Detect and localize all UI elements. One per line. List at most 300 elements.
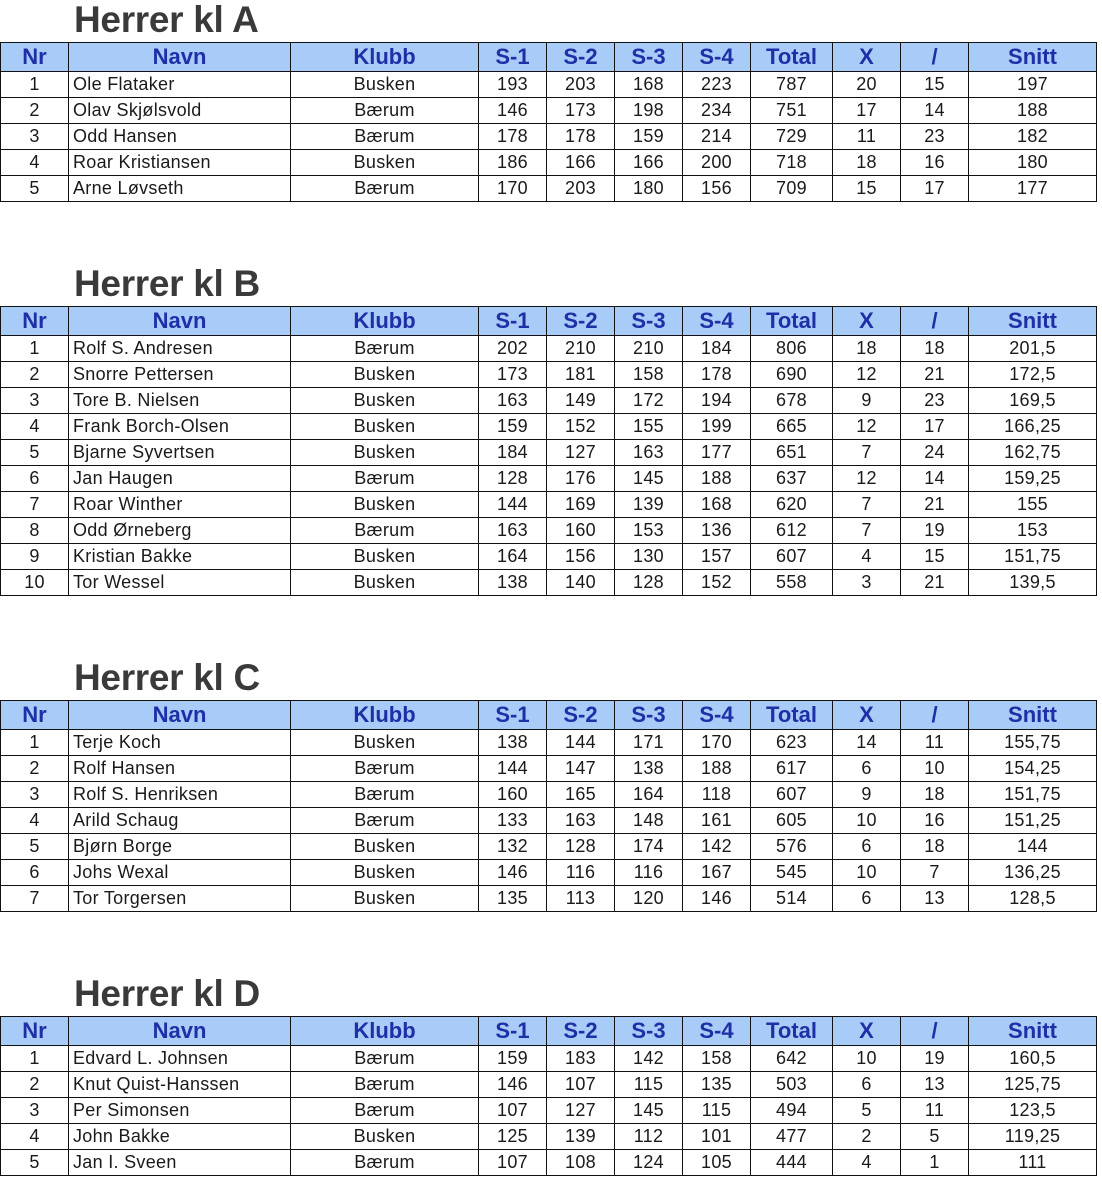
cell-s1: 163 (479, 388, 547, 414)
cell-nr: 2 (1, 756, 69, 782)
results-table (0, 700, 1097, 912)
cell-klubb: Busken (291, 72, 479, 98)
column-header-s2: S-2 (547, 701, 615, 730)
cell-nr: 8 (1, 518, 69, 544)
cell-s1: 107 (479, 1098, 547, 1124)
cell-navn: Kristian Bakke (69, 544, 291, 570)
column-header-s4: S-4 (683, 1017, 751, 1046)
cell-s4: 105 (683, 1150, 751, 1176)
cell-s2: 140 (547, 570, 615, 596)
cell-spare: 1 (901, 1150, 969, 1176)
cell-s3: 180 (615, 176, 683, 202)
column-header-s3: S-3 (615, 307, 683, 336)
table-row (1, 1046, 1097, 1072)
cell-navn: Frank Borch-Olsen (69, 414, 291, 440)
cell-s4: 194 (683, 388, 751, 414)
cell-navn: Per Simonsen (69, 1098, 291, 1124)
cell-s2: 166 (547, 150, 615, 176)
cell-s1: 144 (479, 756, 547, 782)
cell-nr: 5 (1, 1150, 69, 1176)
cell-x: 7 (833, 518, 901, 544)
cell-s4: 178 (683, 362, 751, 388)
cell-s4: 188 (683, 466, 751, 492)
cell-nr: 3 (1, 782, 69, 808)
cell-s2: 127 (547, 440, 615, 466)
cell-x: 15 (833, 176, 901, 202)
cell-spare: 14 (901, 98, 969, 124)
cell-x: 9 (833, 782, 901, 808)
cell-s4: 135 (683, 1072, 751, 1098)
table-row (1, 782, 1097, 808)
cell-s1: 138 (479, 570, 547, 596)
cell-snitt: 123,5 (969, 1098, 1097, 1124)
cell-s4: 223 (683, 72, 751, 98)
cell-spare: 18 (901, 782, 969, 808)
cell-klubb: Busken (291, 492, 479, 518)
cell-s2: 163 (547, 808, 615, 834)
cell-klubb: Busken (291, 414, 479, 440)
cell-nr: 4 (1, 808, 69, 834)
cell-snitt: 160,5 (969, 1046, 1097, 1072)
cell-snitt: 153 (969, 518, 1097, 544)
column-header-s4: S-4 (683, 701, 751, 730)
cell-spare: 11 (901, 1098, 969, 1124)
table-row (1, 176, 1097, 202)
cell-x: 11 (833, 124, 901, 150)
cell-total: 607 (751, 544, 833, 570)
cell-total: 690 (751, 362, 833, 388)
column-header-snitt: Snitt (969, 1017, 1097, 1046)
cell-navn: Snorre Pettersen (69, 362, 291, 388)
cell-navn: Tore B. Nielsen (69, 388, 291, 414)
cell-nr: 4 (1, 1124, 69, 1150)
table-row (1, 124, 1097, 150)
column-header-s3: S-3 (615, 43, 683, 72)
cell-total: 665 (751, 414, 833, 440)
results-table (0, 306, 1097, 596)
cell-spare: 16 (901, 808, 969, 834)
cell-snitt: 172,5 (969, 362, 1097, 388)
cell-total: 444 (751, 1150, 833, 1176)
table-row (1, 466, 1097, 492)
cell-s2: 108 (547, 1150, 615, 1176)
cell-total: 729 (751, 124, 833, 150)
cell-spare: 21 (901, 362, 969, 388)
cell-nr: 1 (1, 336, 69, 362)
cell-s4: 136 (683, 518, 751, 544)
table-row (1, 492, 1097, 518)
cell-x: 5 (833, 1098, 901, 1124)
cell-s3: 159 (615, 124, 683, 150)
cell-x: 20 (833, 72, 901, 98)
table-row (1, 414, 1097, 440)
column-header-total: Total (751, 701, 833, 730)
column-header-klubb: Klubb (291, 701, 479, 730)
cell-s3: 130 (615, 544, 683, 570)
table-row (1, 336, 1097, 362)
cell-s1: 178 (479, 124, 547, 150)
cell-s1: 146 (479, 860, 547, 886)
cell-snitt: 177 (969, 176, 1097, 202)
header-row (1, 307, 1097, 336)
column-header-nr: Nr (1, 43, 69, 72)
column-header-snitt: Snitt (969, 701, 1097, 730)
cell-s2: 147 (547, 756, 615, 782)
cell-s4: 234 (683, 98, 751, 124)
cell-snitt: 166,25 (969, 414, 1097, 440)
column-header-klubb: Klubb (291, 307, 479, 336)
cell-klubb: Bærum (291, 1150, 479, 1176)
cell-snitt: 159,25 (969, 466, 1097, 492)
header-row (1, 1017, 1097, 1046)
cell-nr: 9 (1, 544, 69, 570)
cell-total: 751 (751, 98, 833, 124)
cell-nr: 2 (1, 98, 69, 124)
cell-snitt: 136,25 (969, 860, 1097, 886)
table-row (1, 544, 1097, 570)
cell-s1: 125 (479, 1124, 547, 1150)
cell-s3: 172 (615, 388, 683, 414)
cell-nr: 2 (1, 362, 69, 388)
column-header-s1: S-1 (479, 43, 547, 72)
cell-navn: Tor Wessel (69, 570, 291, 596)
column-header-total: Total (751, 307, 833, 336)
cell-navn: Rolf Hansen (69, 756, 291, 782)
cell-s3: 210 (615, 336, 683, 362)
cell-spare: 18 (901, 336, 969, 362)
cell-s3: 166 (615, 150, 683, 176)
cell-nr: 1 (1, 1046, 69, 1072)
cell-spare: 19 (901, 1046, 969, 1072)
cell-total: 545 (751, 860, 833, 886)
cell-s3: 198 (615, 98, 683, 124)
cell-klubb: Busken (291, 362, 479, 388)
cell-s4: 101 (683, 1124, 751, 1150)
cell-s1: 164 (479, 544, 547, 570)
column-header-klubb: Klubb (291, 1017, 479, 1046)
cell-klubb: Busken (291, 730, 479, 756)
cell-s2: 139 (547, 1124, 615, 1150)
cell-s1: 184 (479, 440, 547, 466)
table-row (1, 808, 1097, 834)
cell-navn: Arild Schaug (69, 808, 291, 834)
results-table (0, 42, 1097, 202)
cell-s1: 107 (479, 1150, 547, 1176)
cell-total: 503 (751, 1072, 833, 1098)
cell-s3: 116 (615, 860, 683, 886)
cell-x: 6 (833, 756, 901, 782)
table-row (1, 1124, 1097, 1150)
cell-x: 12 (833, 414, 901, 440)
column-header-navn: Navn (69, 43, 291, 72)
cell-total: 620 (751, 492, 833, 518)
cell-s2: 116 (547, 860, 615, 886)
cell-navn: Rolf S. Andresen (69, 336, 291, 362)
column-header-spare: / (901, 43, 969, 72)
cell-s2: 178 (547, 124, 615, 150)
cell-klubb: Bærum (291, 756, 479, 782)
column-header-navn: Navn (69, 701, 291, 730)
section-title: Herrer kl C (74, 657, 260, 698)
cell-s2: 144 (547, 730, 615, 756)
column-header-spare: / (901, 1017, 969, 1046)
column-header-total: Total (751, 1017, 833, 1046)
table-row (1, 860, 1097, 886)
cell-s2: 113 (547, 886, 615, 912)
cell-total: 642 (751, 1046, 833, 1072)
cell-klubb: Busken (291, 570, 479, 596)
cell-snitt: 125,75 (969, 1072, 1097, 1098)
cell-s1: 144 (479, 492, 547, 518)
cell-s3: 163 (615, 440, 683, 466)
cell-x: 2 (833, 1124, 901, 1150)
cell-snitt: 180 (969, 150, 1097, 176)
table-row (1, 834, 1097, 860)
cell-spare: 16 (901, 150, 969, 176)
cell-snitt: 201,5 (969, 336, 1097, 362)
section-title: Herrer kl D (74, 973, 260, 1014)
cell-snitt: 169,5 (969, 388, 1097, 414)
cell-s2: 128 (547, 834, 615, 860)
cell-x: 10 (833, 1046, 901, 1072)
cell-s3: 153 (615, 518, 683, 544)
cell-klubb: Busken (291, 860, 479, 886)
cell-s1: 138 (479, 730, 547, 756)
column-header-nr: Nr (1, 701, 69, 730)
cell-klubb: Bærum (291, 336, 479, 362)
column-header-x: X (833, 43, 901, 72)
cell-s4: 118 (683, 782, 751, 808)
table-row (1, 518, 1097, 544)
cell-navn: Johs Wexal (69, 860, 291, 886)
cell-spare: 13 (901, 886, 969, 912)
cell-s3: 164 (615, 782, 683, 808)
cell-spare: 23 (901, 124, 969, 150)
cell-x: 18 (833, 336, 901, 362)
cell-nr: 7 (1, 886, 69, 912)
cell-klubb: Busken (291, 150, 479, 176)
cell-s3: 145 (615, 1098, 683, 1124)
column-header-s2: S-2 (547, 307, 615, 336)
cell-s2: 203 (547, 72, 615, 98)
cell-snitt: 182 (969, 124, 1097, 150)
cell-s2: 173 (547, 98, 615, 124)
column-header-s4: S-4 (683, 43, 751, 72)
header-row (1, 43, 1097, 72)
cell-spare: 11 (901, 730, 969, 756)
cell-nr: 6 (1, 860, 69, 886)
cell-s4: 115 (683, 1098, 751, 1124)
cell-s3: 115 (615, 1072, 683, 1098)
table-row (1, 440, 1097, 466)
cell-total: 605 (751, 808, 833, 834)
cell-spare: 13 (901, 1072, 969, 1098)
cell-navn: Knut Quist-Hanssen (69, 1072, 291, 1098)
cell-x: 4 (833, 544, 901, 570)
cell-spare: 14 (901, 466, 969, 492)
cell-navn: Roar Kristiansen (69, 150, 291, 176)
cell-snitt: 188 (969, 98, 1097, 124)
cell-nr: 4 (1, 150, 69, 176)
cell-snitt: 154,25 (969, 756, 1097, 782)
column-header-snitt: Snitt (969, 43, 1097, 72)
cell-navn: Jan I. Sveen (69, 1150, 291, 1176)
cell-nr: 3 (1, 388, 69, 414)
column-header-nr: Nr (1, 1017, 69, 1046)
cell-klubb: Bærum (291, 98, 479, 124)
cell-s4: 199 (683, 414, 751, 440)
cell-total: 514 (751, 886, 833, 912)
cell-spare: 18 (901, 834, 969, 860)
cell-total: 637 (751, 466, 833, 492)
cell-s3: 142 (615, 1046, 683, 1072)
column-header-s4: S-4 (683, 307, 751, 336)
column-header-total: Total (751, 43, 833, 72)
cell-s1: 159 (479, 1046, 547, 1072)
cell-s2: 181 (547, 362, 615, 388)
column-header-s3: S-3 (615, 1017, 683, 1046)
table-row (1, 72, 1097, 98)
cell-x: 6 (833, 886, 901, 912)
cell-klubb: Bærum (291, 466, 479, 492)
cell-s1: 160 (479, 782, 547, 808)
cell-total: 576 (751, 834, 833, 860)
cell-s1: 170 (479, 176, 547, 202)
cell-navn: Ole Flataker (69, 72, 291, 98)
cell-s1: 193 (479, 72, 547, 98)
cell-s1: 173 (479, 362, 547, 388)
cell-klubb: Bærum (291, 808, 479, 834)
cell-navn: Arne Løvseth (69, 176, 291, 202)
cell-s3: 174 (615, 834, 683, 860)
cell-x: 3 (833, 570, 901, 596)
cell-navn: Rolf S. Henriksen (69, 782, 291, 808)
cell-nr: 6 (1, 466, 69, 492)
cell-snitt: 111 (969, 1150, 1097, 1176)
column-header-spare: / (901, 701, 969, 730)
cell-s3: 155 (615, 414, 683, 440)
cell-total: 709 (751, 176, 833, 202)
cell-x: 17 (833, 98, 901, 124)
cell-klubb: Bærum (291, 1072, 479, 1098)
column-header-s3: S-3 (615, 701, 683, 730)
cell-s3: 148 (615, 808, 683, 834)
cell-snitt: 139,5 (969, 570, 1097, 596)
cell-s1: 146 (479, 1072, 547, 1098)
cell-total: 806 (751, 336, 833, 362)
cell-nr: 5 (1, 176, 69, 202)
table-row (1, 1098, 1097, 1124)
cell-x: 7 (833, 492, 901, 518)
results-table (0, 1016, 1097, 1176)
cell-s4: 142 (683, 834, 751, 860)
cell-total: 477 (751, 1124, 833, 1150)
cell-total: 612 (751, 518, 833, 544)
column-header-klubb: Klubb (291, 43, 479, 72)
cell-s3: 120 (615, 886, 683, 912)
cell-s2: 165 (547, 782, 615, 808)
cell-klubb: Bærum (291, 518, 479, 544)
cell-nr: 5 (1, 440, 69, 466)
cell-s3: 128 (615, 570, 683, 596)
column-header-x: X (833, 701, 901, 730)
table-row (1, 1150, 1097, 1176)
cell-klubb: Busken (291, 1124, 479, 1150)
cell-s4: 146 (683, 886, 751, 912)
cell-s4: 177 (683, 440, 751, 466)
column-header-s1: S-1 (479, 307, 547, 336)
table-row (1, 570, 1097, 596)
cell-s3: 171 (615, 730, 683, 756)
cell-klubb: Bærum (291, 782, 479, 808)
column-header-navn: Navn (69, 1017, 291, 1046)
table-row (1, 756, 1097, 782)
cell-spare: 15 (901, 72, 969, 98)
cell-s2: 176 (547, 466, 615, 492)
cell-spare: 10 (901, 756, 969, 782)
cell-snitt: 151,75 (969, 782, 1097, 808)
cell-x: 18 (833, 150, 901, 176)
cell-s3: 138 (615, 756, 683, 782)
cell-s1: 132 (479, 834, 547, 860)
header-row (1, 701, 1097, 730)
column-header-s2: S-2 (547, 43, 615, 72)
table-row (1, 98, 1097, 124)
cell-navn: Odd Ørneberg (69, 518, 291, 544)
cell-s1: 135 (479, 886, 547, 912)
cell-navn: Tor Torgersen (69, 886, 291, 912)
cell-x: 14 (833, 730, 901, 756)
cell-snitt: 128,5 (969, 886, 1097, 912)
cell-x: 10 (833, 860, 901, 886)
cell-navn: John Bakke (69, 1124, 291, 1150)
section-title: Herrer kl A (74, 0, 259, 40)
cell-total: 494 (751, 1098, 833, 1124)
cell-s4: 184 (683, 336, 751, 362)
column-header-x: X (833, 1017, 901, 1046)
cell-x: 10 (833, 808, 901, 834)
cell-s3: 168 (615, 72, 683, 98)
cell-s4: 168 (683, 492, 751, 518)
cell-total: 623 (751, 730, 833, 756)
column-header-nr: Nr (1, 307, 69, 336)
cell-spare: 21 (901, 570, 969, 596)
table-row (1, 730, 1097, 756)
cell-total: 787 (751, 72, 833, 98)
cell-s1: 163 (479, 518, 547, 544)
cell-snitt: 151,75 (969, 544, 1097, 570)
cell-s3: 112 (615, 1124, 683, 1150)
cell-spare: 5 (901, 1124, 969, 1150)
cell-spare: 21 (901, 492, 969, 518)
column-header-s2: S-2 (547, 1017, 615, 1046)
table-row (1, 886, 1097, 912)
cell-klubb: Bærum (291, 176, 479, 202)
cell-total: 678 (751, 388, 833, 414)
cell-total: 607 (751, 782, 833, 808)
cell-snitt: 155 (969, 492, 1097, 518)
cell-klubb: Bærum (291, 124, 479, 150)
cell-s4: 170 (683, 730, 751, 756)
cell-s4: 214 (683, 124, 751, 150)
column-header-snitt: Snitt (969, 307, 1097, 336)
cell-snitt: 151,25 (969, 808, 1097, 834)
cell-total: 558 (751, 570, 833, 596)
cell-total: 651 (751, 440, 833, 466)
cell-s4: 158 (683, 1046, 751, 1072)
cell-klubb: Bærum (291, 1046, 479, 1072)
cell-s2: 210 (547, 336, 615, 362)
